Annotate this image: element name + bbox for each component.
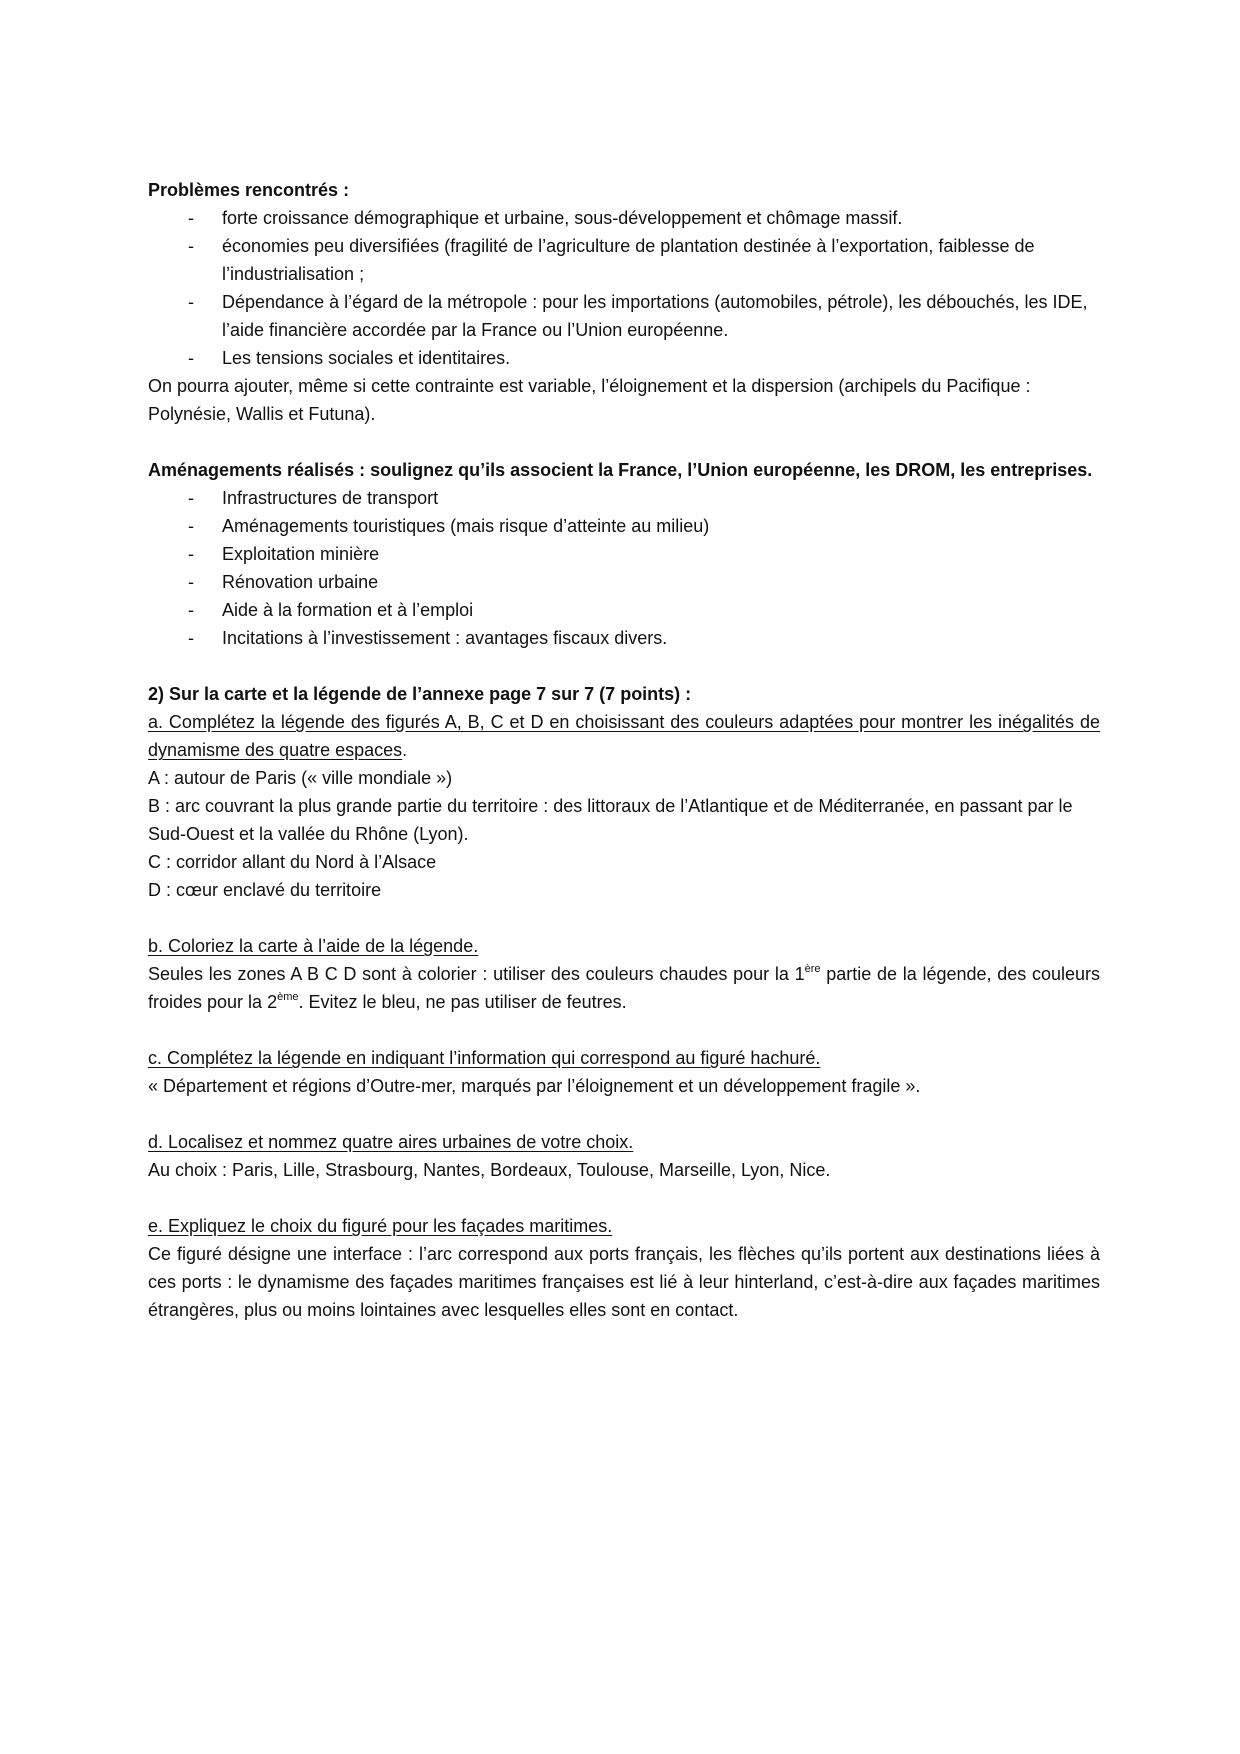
- answer-a-line: D : cœur enclavé du territoire: [148, 880, 382, 900]
- question-c: c. Complétez la légende en indiquant l’information qui correspond au figuré hachuré.: [148, 1048, 821, 1068]
- answer-a-line: A : autour de Paris (« ville mondiale »): [148, 768, 453, 788]
- developments-heading: Aménagements réalisés : soulignez qu’ils associent la France, l’Union européenne, les DROM, les entreprises.: [148, 460, 1093, 480]
- answer-d: Au choix : Paris, Lille, Strasbourg, Nantes, Bordeaux, Toulouse, Marseille, Lyon, Nice.: [148, 1160, 831, 1180]
- developments-item: - Rénovation urbaine: [148, 568, 1100, 596]
- answer-b-sup1: ère: [804, 963, 821, 975]
- problems-item: - Dépendance à l’égard de la métropole : pour les importations (automobiles, pétrole), les débouchés, les IDE, l’aide financière accordée par la France ou l’Union européenne.: [148, 288, 1100, 344]
- developments-item: - Incitations à l’investissement : avantages fiscaux divers.: [148, 624, 1100, 652]
- question-d: d. Localisez et nommez quatre aires urbaines de votre choix.: [148, 1132, 634, 1152]
- spacer: [148, 652, 1100, 680]
- problems-item: - économies peu diversifiées (fragilité de l’agriculture de plantation destinée à l’exportation, faiblesse de l’industrialisation ;: [148, 232, 1100, 288]
- problems-heading: Problèmes rencontrés :: [148, 180, 350, 200]
- part2-heading: 2) Sur la carte et la légende de l’annexe page 7 sur 7 (7 points) :: [148, 684, 692, 704]
- question-a-end: .: [402, 740, 408, 760]
- developments-item: - Infrastructures de transport: [148, 484, 1100, 512]
- answer-b-part2: partie de la légende, des couleurs froides pour la 2: [148, 964, 1101, 1012]
- developments-list: [148, 484, 1100, 652]
- answer-a-line: C : corridor allant du Nord à l’Alsace: [148, 852, 437, 872]
- question-e: e. Expliquez le choix du figuré pour les façades maritimes.: [148, 1216, 613, 1236]
- answer-b-part1: Seules les zones A B C D sont à colorier : utiliser des couleurs chaudes pour la 1: [148, 964, 805, 984]
- spacer: [148, 904, 1100, 932]
- spacer: [148, 1184, 1100, 1212]
- page-content: [148, 176, 1100, 1324]
- spacer: [148, 1016, 1100, 1044]
- problems-item: - forte croissance démographique et urbaine, sous-développement et chômage massif.: [148, 204, 1100, 232]
- spacer: [148, 428, 1100, 456]
- developments-item: - Aide à la formation et à l’emploi: [148, 596, 1100, 624]
- answer-b: [148, 960, 1100, 1016]
- answer-e: Ce figuré désigne une interface : l’arc correspond aux ports français, les flèches qu’ils portent aux destinations liées à ces ports : le dynamisme des façades maritimes françaises est lié à leur hinterland, c’est-à-dire aux façades maritimes étrangères, plus ou moins lointaines avec lesquelles elles sont en contact.: [148, 1244, 1100, 1320]
- answer-c: « Département et régions d’Outre-mer, marqués par l’éloignement et un développement fragile ».: [148, 1076, 921, 1096]
- developments-item: - Aménagements touristiques (mais risque d’atteinte au milieu): [148, 512, 1100, 540]
- problems-note: On pourra ajouter, même si cette contrainte est variable, l’éloignement et la dispersion (archipels du Pacifique : Polynésie, Wallis et Futuna).: [148, 376, 1031, 424]
- answer-b-part3: . Evitez le bleu, ne pas utiliser de feutres.: [298, 992, 627, 1012]
- developments-item: - Exploitation minière: [148, 540, 1100, 568]
- problems-list: [148, 204, 1100, 372]
- question-b: b. Coloriez la carte à l’aide de la légende.: [148, 936, 479, 956]
- question-a: [148, 708, 1100, 764]
- answer-b-sup2: ème: [277, 991, 299, 1003]
- answer-a-line: B : arc couvrant la plus grande partie du territoire : des littoraux de l’Atlantique et de Méditerranée, en passant par le Sud-Ouest et la vallée du Rhône (Lyon).: [148, 796, 1073, 844]
- spacer: [148, 1100, 1100, 1128]
- question-a-text: a. Complétez la légende des figurés A, B, C et D en choisissant des couleurs adaptées pour montrer les inégalités de dynamisme des quatre espaces: [148, 712, 1100, 760]
- problems-item: - Les tensions sociales et identitaires.: [148, 344, 1100, 372]
